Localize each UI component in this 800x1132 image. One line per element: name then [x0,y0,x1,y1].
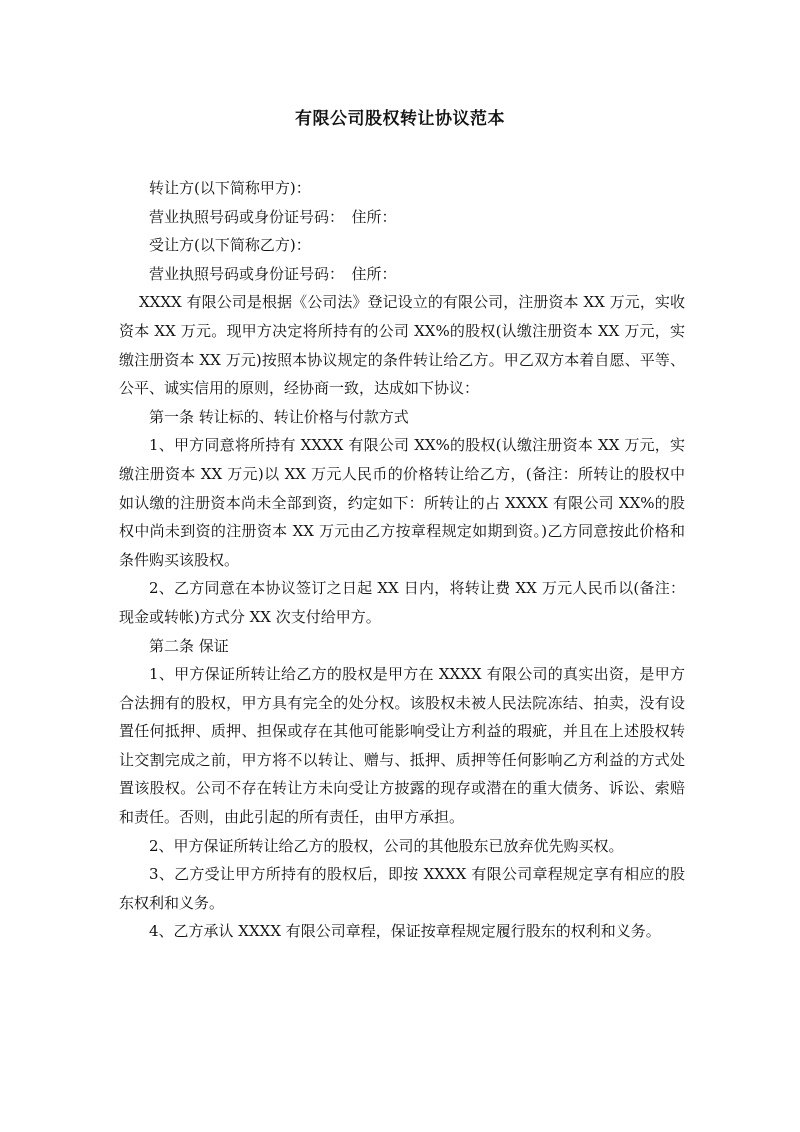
article-2-clause-3: 3、乙方受让甲方所持有的股权后，即按 XXXX 有限公司章程规定享有相应的股东权利和义务。 [119,865,685,912]
article-1-clause-2: 2、乙方同意在本协议签订之日起 XX 日内，将转让费 XX 万元人民币以(备注：现金或转帐)方式分 XX 次支付给甲方。 [119,579,685,626]
article-2-heading: 第二条 保证 [149,636,229,655]
transferee-id-address-line: 营业执照号码或身份证号码： 住所： [149,264,397,283]
article-2-clause-4: 4、乙方承认 XXXX 有限公司章程，保证按章程规定履行股东的权利和义务。 [149,922,661,941]
preamble-paragraph: XXXX 有限公司是根据《公司法》登记设立的有限公司，注册资本 XX 万元，实收资本 XX 万元。现甲方决定将所持有的公司 XX%的股权(认缴注册资本 XX 万元，实缴注册资本 XX 万元)按照本协议规定的条件转让给乙方。甲乙双方本着自愿、平等、公平、诚实信用的原则，经协商一致，达成如下协议： [119,293,685,398]
article-2-clause-2: 2、甲方保证所转让给乙方的股权，公司的其他股东已放弃优先购买权。 [149,836,624,855]
transferor-id-address-line: 营业执照号码或身份证号码： 住所： [149,207,397,226]
article-1-clause-1: 1、甲方同意将所持有 XXXX 有限公司 XX%的股权(认缴注册资本 XX 万元，实缴注册资本 XX 万元)以 XX 万元人民币的价格转让给乙方，(备注：所转让的股权中如认缴的注册资本尚未全部到资，约定如下：所转让的占 XXXX 有限公司 XX%的股权中尚未到资的注册资本 XX 万元由乙方按章程规定如期到资。)乙方同意按此价格和条件购买该股权。 [119,436,685,569]
document-body [119,174,685,946]
transferor-line: 转让方(以下简称甲方)： [149,179,311,197]
article-2-clause-1: 1、甲方保证所转让给乙方的股权是甲方在 XXXX 有限公司的真实出资，是甲方合法拥有的股权，甲方具有完全的处分权。该股权未被人民法院冻结、拍卖，没有设置任何抵押、质押、担保或存在其他可能影响受让方利益的瑕疵，并且在上述股权转让交割完成之前，甲方将不以转让、赠与、抵押、质押等任何影响乙方利益的方式处置该股权。公司不存在转让方未向受让方披露的现存或潜在的重大债务、诉讼、索赔和责任。否则，由此引起的所有责任，由甲方承担。 [119,665,685,827]
document-title: 有限公司股权转让协议范本 [295,109,505,129]
article-1-heading: 第一条 转让标的、转让价格与付款方式 [149,407,409,426]
transferee-line: 受让方(以下简称乙方)： [149,236,311,255]
